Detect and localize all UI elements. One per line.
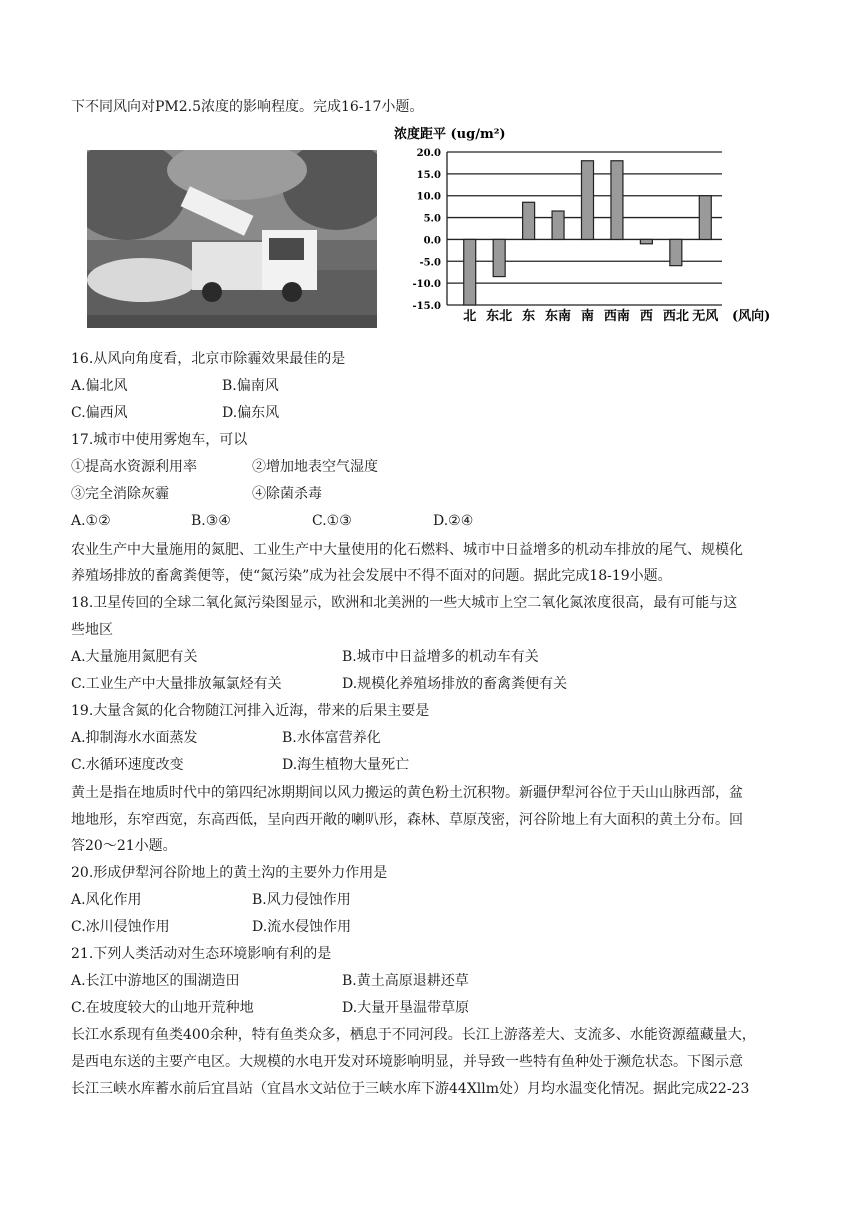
bar [464,239,476,305]
passage2-line2: 养殖场排放的畜禽粪便等，使“氮污染”成为社会发展中不得不面对的问题。据此完成18-19小题。 [71,568,672,584]
q17-option-a[interactable]: A.①② [71,513,111,529]
q20-stem: 20.形成伊犁河谷阶地上的黄土沟的主要外力作用是 [71,865,388,881]
bar [493,239,505,276]
bar [523,202,535,239]
q17-statement-3: ③完全消除灰霾 [71,486,169,502]
chart-xlabel: (风向) [732,309,771,324]
q16-option-c[interactable]: C.偏西风 [71,405,128,421]
q17-statement-4: ④除菌杀毒 [252,486,322,502]
q19-option-d[interactable]: D.海生植物大量死亡 [282,757,410,773]
passage2-line1: 农业生产中大量施用的氮肥、工业生产中大量使用的化石燃料、城市中日益增多的机动车排放的尾气、规模化 [71,542,743,558]
q16-stem: 16.从风向角度看，北京市除霾效果最佳的是 [71,351,346,367]
q17-stem: 17.城市中使用雾炮车，可以 [71,432,248,448]
y-tick-label: -10.0 [412,279,441,291]
q19-option-c[interactable]: C.水循环速度改变 [71,757,184,773]
q16-option-b[interactable]: B.偏南风 [222,378,279,394]
bar [699,196,711,240]
bar [582,161,594,240]
q16-option-d[interactable]: D.偏东风 [222,405,280,421]
q17-option-b[interactable]: B.③④ [191,513,231,529]
q20-option-d[interactable]: D.流水侵蚀作用 [252,919,352,935]
passage3-line2: 地地形，东窄西宽，东高西低，呈向西开敞的喇叭形，森林、草原茂密，河谷阶地上有大面积的黄土分布。回 [71,812,743,828]
q18-option-a[interactable]: A.大量施用氮肥有关 [71,649,198,665]
q21-option-b[interactable]: B.黄土高原退耕还草 [342,973,469,989]
q17-statement-1: ①提高水资源利用率 [71,459,197,475]
q18-stem-line1: 18.卫星传回的全球二氧化氮污染图显示，欧洲和北美洲的一些大城市上空二氧化氮浓度很高，最有可能与这 [71,595,738,611]
bar [552,211,564,239]
bar [670,239,682,265]
q19-option-a[interactable]: A.抑制海水水面蒸发 [71,730,198,746]
intro-line: 下不同风向对PM2.5浓度的影响程度。完成16-17小题。 [71,99,424,115]
y-tick-label: 10.0 [416,191,441,203]
x-category-label: 南 [580,309,595,324]
q20-option-c[interactable]: C.冰川侵蚀作用 [71,919,170,935]
x-category-label: 西南 [603,309,630,324]
q20-option-b[interactable]: B.风力侵蚀作用 [252,892,351,908]
y-tick-label: -5.0 [419,257,441,269]
q18-option-c[interactable]: C.工业生产中大量排放氟氯烃有关 [71,676,282,692]
y-tick-label: 15.0 [416,169,441,181]
y-tick-label: 0.0 [423,235,441,247]
chart-ylabel: 浓度距平 (ug/m²) [394,127,506,142]
y-tick-label: 20.0 [416,148,441,159]
x-category-label: 东南 [545,309,572,324]
x-category-label: 东北 [486,309,513,324]
q21-option-d[interactable]: D.大量开垦温带草原 [342,1000,470,1016]
q16-option-a[interactable]: A.偏北风 [71,378,128,394]
q17-option-c[interactable]: C.①③ [312,513,352,529]
y-tick-label: 5.0 [423,213,441,225]
q21-stem: 21.下列人类活动对生态环境影响有利的是 [71,946,332,962]
chart-svg [392,122,802,334]
fog-cannon-truck-photo [87,150,377,328]
q19-option-b[interactable]: B.水体富营养化 [282,730,381,746]
bar [640,239,652,243]
q18-stem-line2: 些地区 [71,622,113,638]
passage4-line2: 是西电东送的主要产电区。大规模的水电开发对环境影响明显，并导致一些特有鱼种处于濒危状态。下图示意 [71,1054,743,1070]
q21-option-a[interactable]: A.长江中游地区的围湖造田 [71,973,240,989]
q18-option-d[interactable]: D.规模化养殖场排放的畜禽粪便有关 [342,676,568,692]
bar [611,161,623,240]
q17-option-d[interactable]: D.②④ [433,513,474,529]
q20-option-a[interactable]: A.风化作用 [71,892,142,908]
photo-illustration [87,150,377,328]
x-category-label: 东 [522,309,536,324]
passage3-line1: 黄土是指在地质时代中的第四纪冰期期间以风力搬运的黄色粉土沉积物。新疆伊犁河谷位于天山山脉西部，盆 [71,785,743,801]
x-category-label: 无风 [692,309,719,324]
q18-option-b[interactable]: B.城市中日益增多的机动车有关 [342,649,539,665]
q17-statement-2: ②增加地表空气湿度 [252,459,378,475]
y-tick-label: -15.0 [412,301,441,312]
passage4-line1: 长江水系现有鱼类400余种，特有鱼类众多，栖息于不同河段。长江上游落差大、支流多、水能资源蕴藏量大， [71,1027,756,1043]
x-category-label: 西 [639,309,653,324]
passage4-line3: 长江三峡水库蓄水前后宜昌站（宜昌水文站位于三峡水库下游44Xllm处）月均水温变化情况。据此完成22-23 [71,1081,750,1097]
passage3-line3: 答20～21小题。 [71,838,177,854]
pm25-wind-chart [392,122,802,334]
q19-stem: 19.大量含氮的化合物随江河排入近海，带来的后果主要是 [71,703,430,719]
x-category-label: 北 [463,309,477,324]
q21-option-c[interactable]: C.在坡度较大的山地开荒种地 [71,1000,254,1016]
x-category-label: 西北 [662,309,689,324]
